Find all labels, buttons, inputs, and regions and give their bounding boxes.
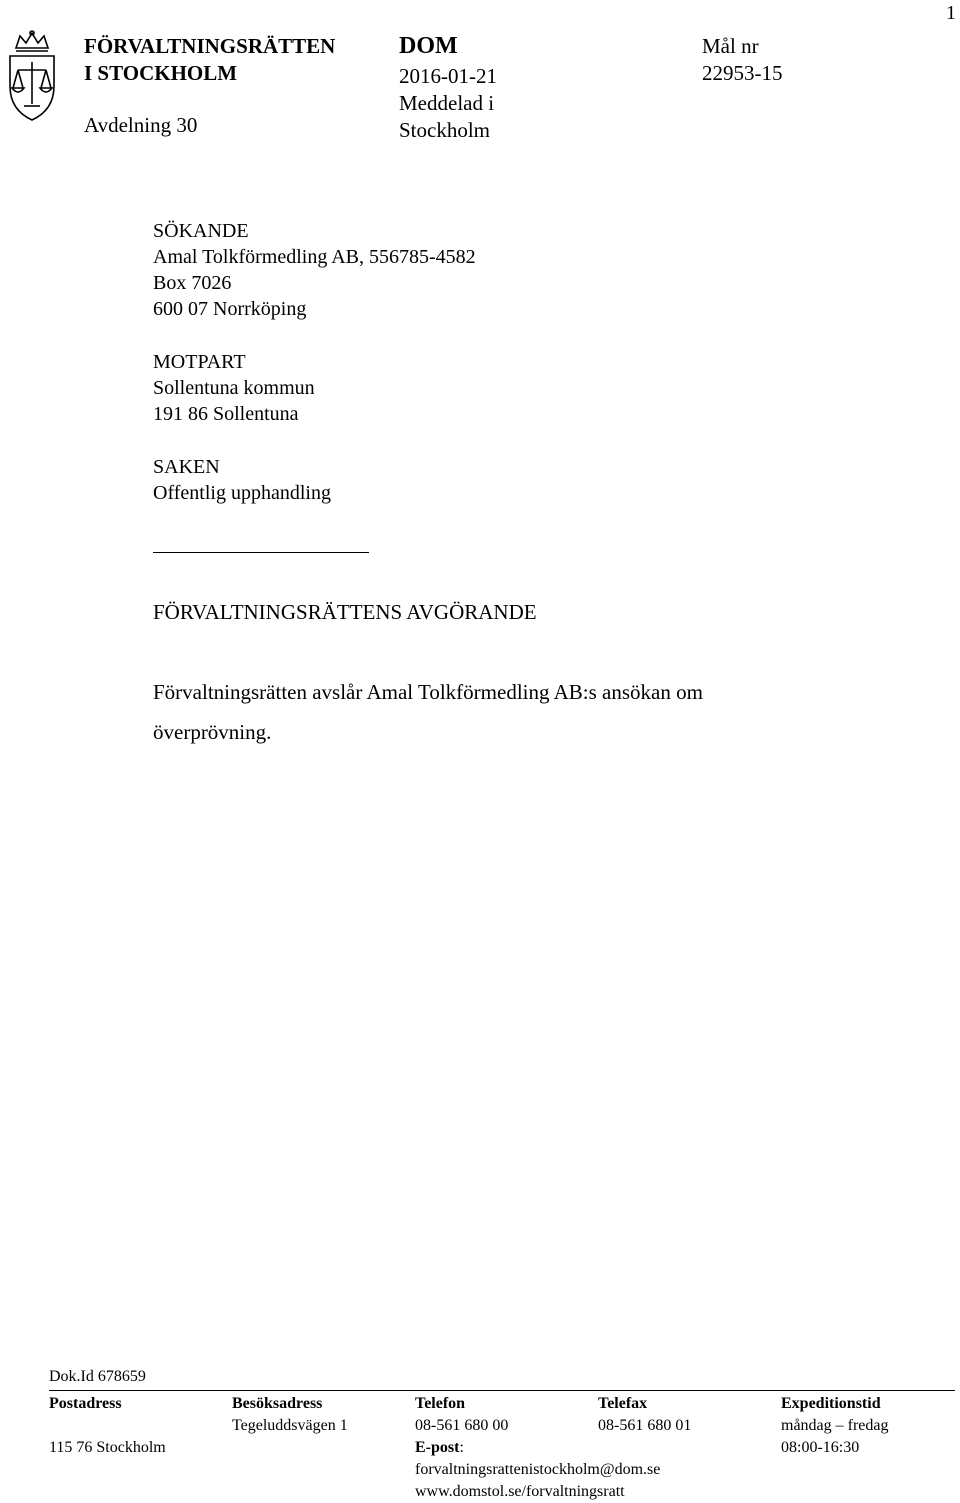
website-link[interactable]: www.domstol.se/forvaltningsratt	[415, 1483, 625, 1500]
fax-value: 08-561 680 01	[598, 1417, 692, 1434]
court-name-line2: I STOCKHOLM	[84, 61, 238, 85]
document-date: 2016-01-21	[399, 64, 497, 88]
footer-rule	[49, 1390, 955, 1391]
email-link[interactable]: forvaltningsrattenistockholm@dom.se	[415, 1461, 661, 1478]
separator-line	[153, 552, 369, 553]
document-type: DOM	[399, 33, 458, 59]
hours-time: 08:00-16:30	[781, 1439, 860, 1456]
hours-label: Expeditionstid	[781, 1395, 881, 1412]
issued-line1: Meddelad i	[399, 91, 495, 115]
applicant-line: Amal Tolkförmedling AB, 556785-4582	[153, 246, 476, 268]
postal-label: Postadress	[49, 1395, 122, 1412]
court-coat-of-arms-icon	[2, 30, 62, 122]
ruling-heading: FÖRVALTNINGSRÄTTENS AVGÖRANDE	[153, 600, 537, 624]
matter-heading: SAKEN	[153, 456, 220, 478]
visit-value: Tegeluddsvägen 1	[232, 1417, 348, 1434]
court-name-line1: FÖRVALTNINGSRÄTTEN	[84, 34, 336, 58]
applicant-line: 600 07 Norrköping	[153, 298, 307, 320]
visit-label: Besöksadress	[232, 1395, 323, 1412]
page-number: 1	[946, 2, 956, 24]
phone-label: Telefon	[415, 1395, 466, 1412]
email-label: E-post:	[415, 1439, 464, 1456]
fax-label: Telefax	[598, 1395, 648, 1412]
counterparty-heading: MOTPART	[153, 351, 246, 373]
applicant-line: Box 7026	[153, 272, 232, 294]
counterparty-line: 191 86 Sollentuna	[153, 403, 299, 425]
department: Avdelning 30	[84, 113, 198, 137]
case-label: Mål nr	[702, 34, 759, 58]
ruling-line: överprövning.	[153, 720, 272, 744]
matter-line: Offentlig upphandling	[153, 482, 331, 504]
phone-value: 08-561 680 00	[415, 1417, 509, 1434]
counterparty-line: Sollentuna kommun	[153, 377, 315, 399]
applicant-heading: SÖKANDE	[153, 220, 249, 242]
document-id: Dok.Id 678659	[49, 1368, 146, 1385]
postal-value: 115 76 Stockholm	[49, 1439, 166, 1456]
ruling-line: Förvaltningsrätten avslår Amal Tolkförmedling AB:s ansökan om	[153, 680, 703, 704]
case-number: 22953-15	[702, 61, 783, 85]
issued-line2: Stockholm	[399, 118, 491, 142]
hours-days: måndag – fredag	[781, 1417, 889, 1434]
